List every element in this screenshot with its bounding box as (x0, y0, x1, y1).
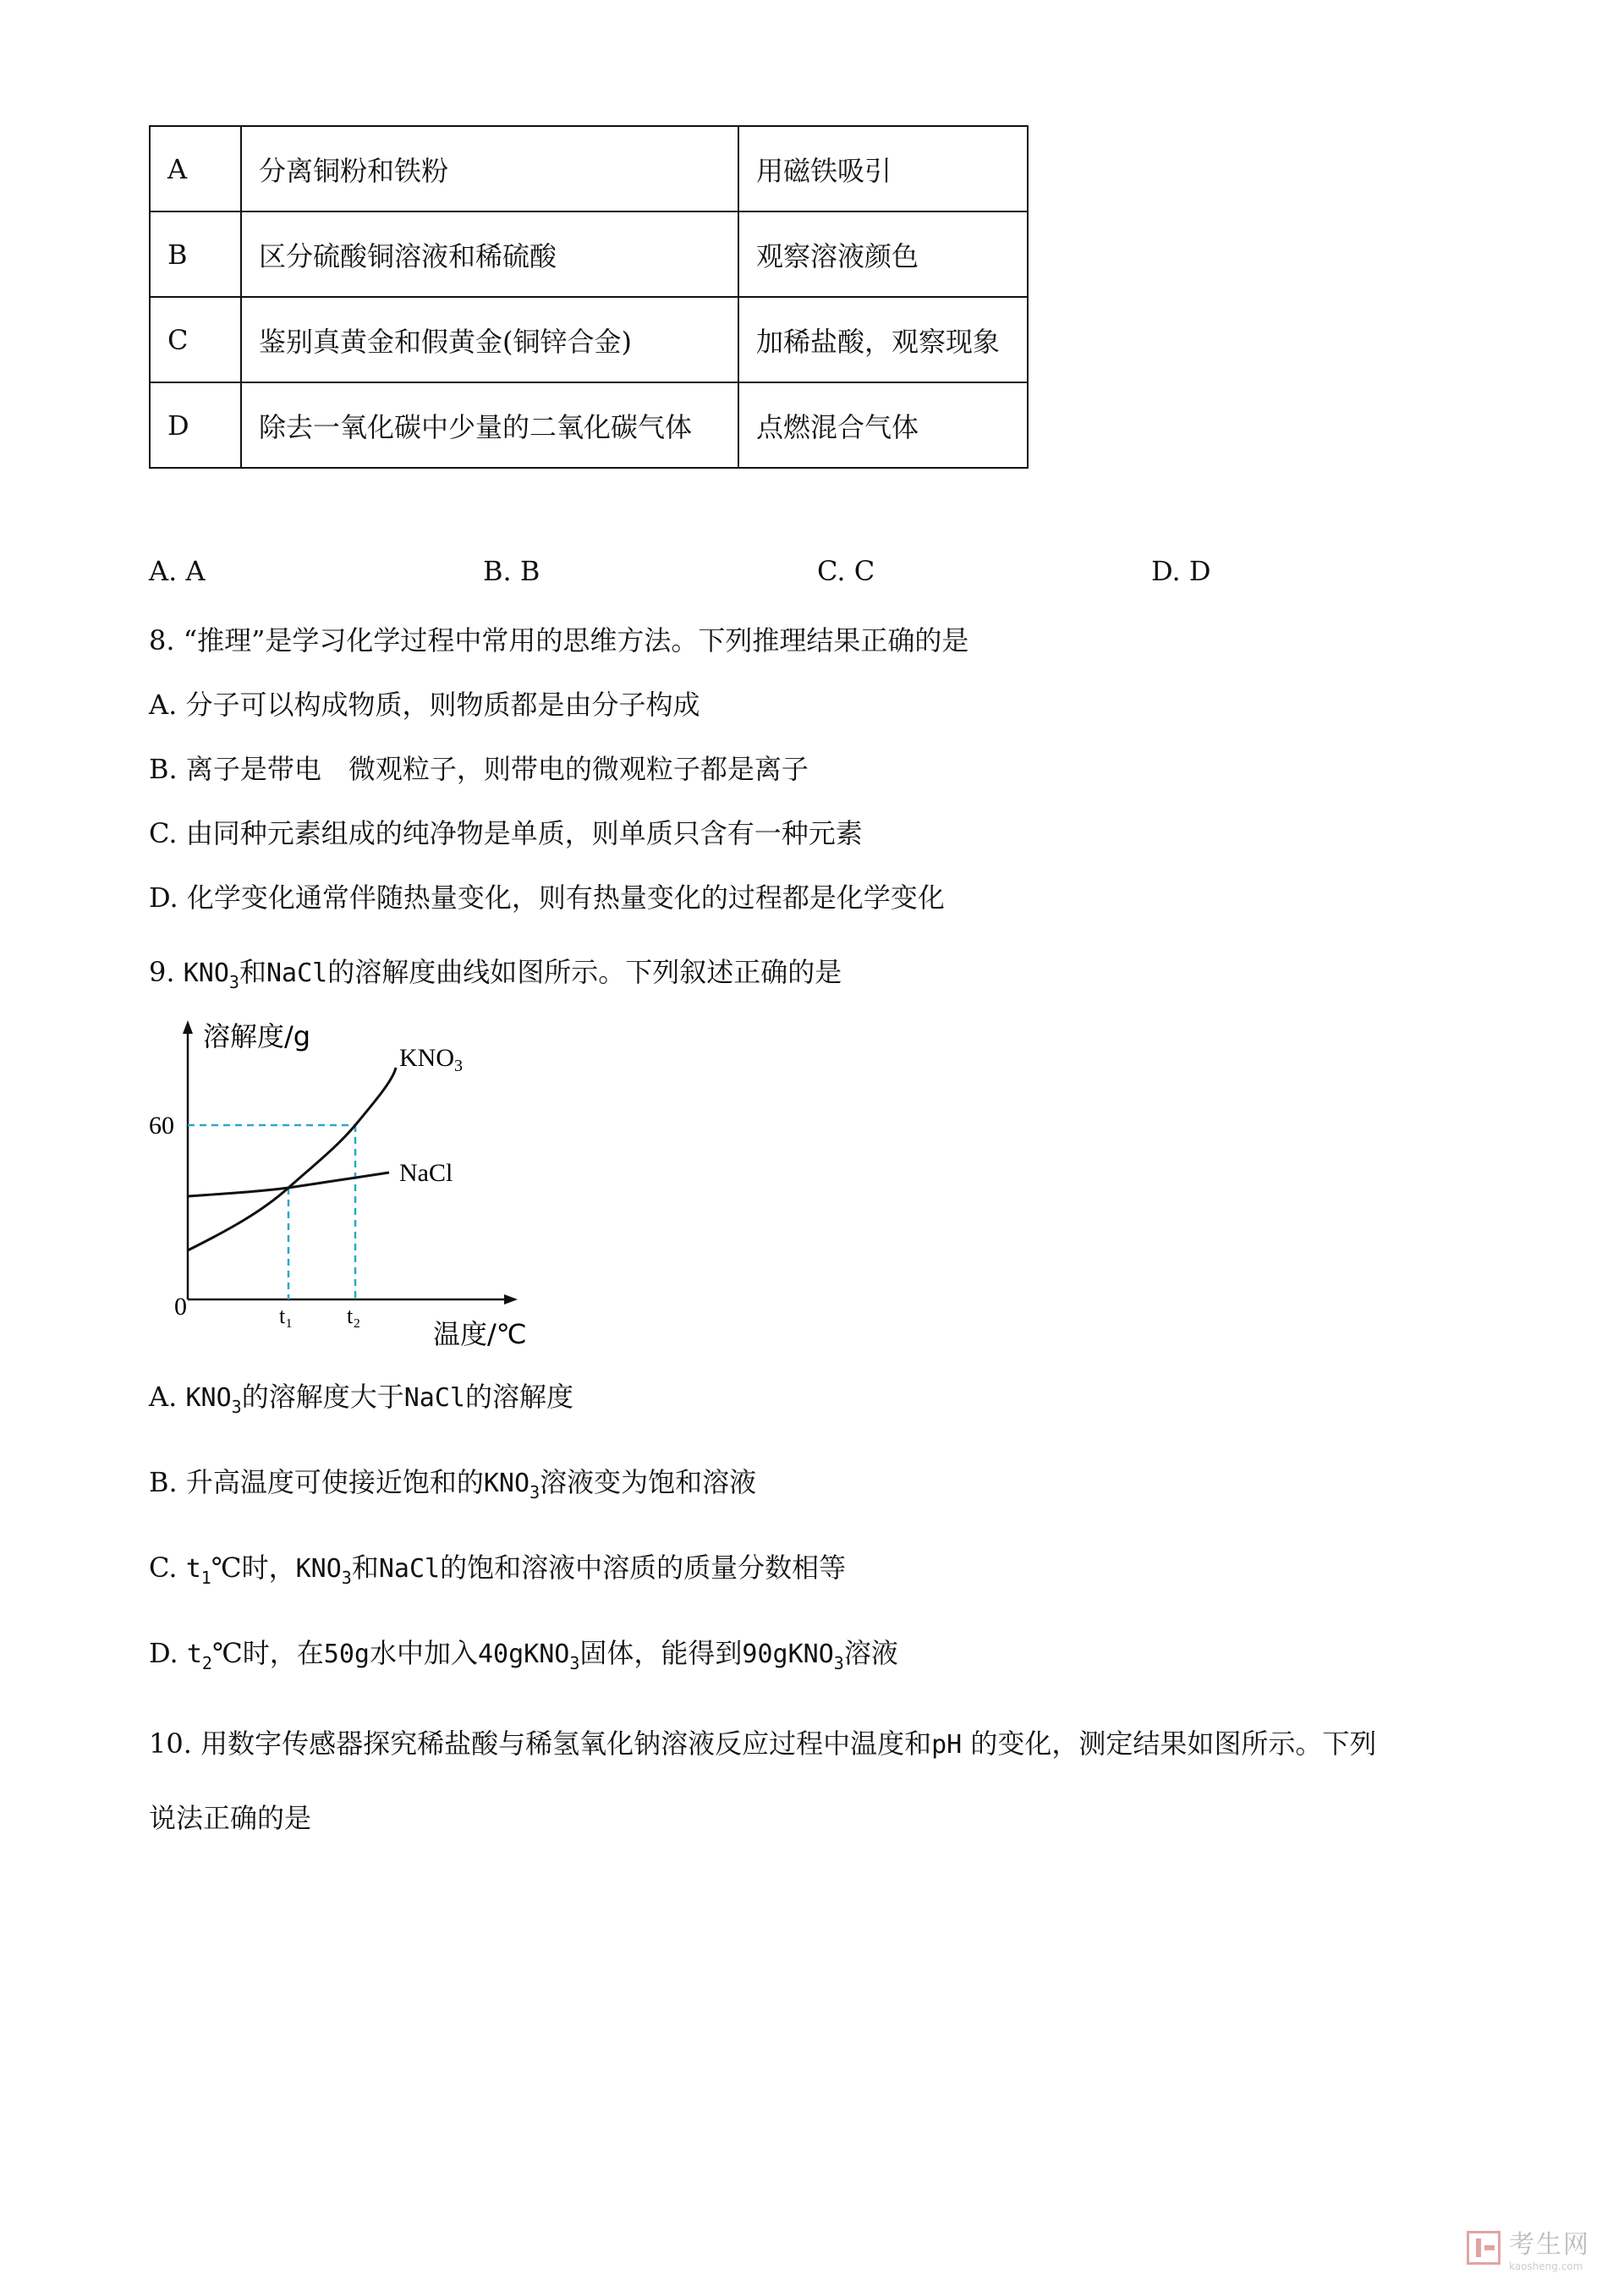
x-axis-label: 温度/℃ (433, 1318, 527, 1350)
formula-nacl: NaCl (403, 1383, 465, 1413)
row-experiment: 除去一氧化碳中少量的二氧化碳气体 (241, 382, 738, 468)
temp-symbol: t (185, 1554, 201, 1584)
option-text: 水中加入 (369, 1637, 478, 1669)
formula-kno3: KNO (183, 958, 229, 988)
kno3-label: $KNO_3$ (399, 1044, 463, 1075)
formula-nacl: NaCl (266, 958, 328, 988)
table-row (150, 126, 1028, 211)
watermark-text: 考生网 (1509, 2230, 1590, 2260)
q7-choice-c[interactable]: C. C (817, 555, 875, 587)
option-label: D. (149, 1637, 178, 1669)
ph-symbol: pH (931, 1730, 963, 1760)
table-row (150, 382, 1028, 468)
nacl-label: NaCl (399, 1159, 453, 1187)
option-text: 和 (351, 1552, 379, 1584)
q10-stem-line1 (149, 1722, 1376, 1761)
watermark-url: kaosheng.com (1509, 2260, 1583, 2272)
option-text: 时， (241, 1552, 296, 1584)
row-method: 观察溶液颜色 (738, 211, 1028, 297)
row-label: C (150, 297, 241, 382)
watermark (1467, 2223, 1590, 2272)
q8-option-b-prefix: B. 离子是带电 (149, 753, 321, 785)
q9-stem (149, 951, 842, 992)
solubility-chart (135, 1012, 558, 1350)
subscript: 3 (569, 1653, 580, 1673)
q8-option-b-suffix: 微观粒子，则带电的微观粒子都是离子 (348, 753, 809, 785)
q9-stem-tail: 的溶解度曲线如图所示。下列叙述正确的是 (327, 956, 842, 988)
formula-kno3: KNO (524, 1640, 570, 1669)
y-axis-label: 溶解度/g (203, 1020, 311, 1052)
row-label: D (150, 382, 241, 468)
mass-value: 90g (742, 1640, 788, 1669)
q7-choice-d[interactable]: D. D (1151, 555, 1211, 587)
table-row (150, 297, 1028, 382)
kaosheng-logo-icon (1467, 2231, 1501, 2265)
subscript: 1 (200, 1568, 211, 1588)
q8-stem: 8. “推理”是学习化学过程中常用的思维方法。下列推理结果正确的是 (149, 624, 969, 656)
subscript: 2 (201, 1653, 212, 1673)
formula-nacl: NaCl (378, 1554, 441, 1584)
subscript: 3 (833, 1653, 844, 1673)
row-experiment: 分离铜粉和铁粉 (241, 126, 738, 211)
option-text: 的溶解度 (464, 1381, 573, 1413)
q10-text: 10. 用数字传感器探究稀盐酸与稀氢氧化钠溶液反应过程中温度和 (149, 1727, 932, 1760)
option-text: 溶液变为饱和溶液 (540, 1466, 757, 1498)
mass-value: 40g (477, 1640, 524, 1669)
q8-option-c[interactable]: C. 由同种元素组成的纯净物是单质，则单质只含有一种元素 (149, 817, 863, 849)
kno3-curve (188, 1068, 396, 1250)
option-text: 溶液 (843, 1637, 898, 1669)
row-method: 加稀盐酸，观察现象 (738, 297, 1028, 382)
q9-option-d[interactable] (149, 1632, 898, 1673)
option-label: C. (149, 1552, 178, 1584)
row-label: B (150, 211, 241, 297)
x-axis-arrow (504, 1294, 518, 1305)
option-text: 的饱和溶液中溶质的质量分数相等 (440, 1552, 847, 1584)
subscript: 3 (231, 1397, 242, 1417)
x-tick-t2: t₂ (347, 1304, 361, 1328)
formula-kno3: KNO (295, 1554, 342, 1584)
formula-kno3: KNO (787, 1640, 834, 1669)
mass-value: 50g (323, 1640, 370, 1669)
q8-option-a[interactable]: A. 分子可以构成物质，则物质都是由分子构成 (149, 689, 700, 721)
option-text: 时，在 (242, 1637, 324, 1669)
row-experiment: 区分硫酸铜溶液和稀硫酸 (241, 211, 738, 297)
q9-number: 9. (149, 956, 175, 988)
origin-label: 0 (174, 1293, 187, 1321)
q7-choice-a[interactable]: A. A (149, 555, 206, 587)
option-label: A. (149, 1381, 178, 1413)
q8-option-d[interactable]: D. 化学变化通常伴随热量变化，则有热量变化的过程都是化学变化 (149, 882, 945, 914)
formula-kno3: KNO (483, 1469, 530, 1498)
degree-unit: ℃ (211, 1552, 242, 1584)
row-method: 点燃混合气体 (738, 382, 1028, 468)
experiment-table (149, 125, 1029, 469)
degree-unit: ℃ (211, 1637, 243, 1669)
q10-text: 的变化，测定结果如图所示。下列 (970, 1727, 1377, 1760)
q8-option-b[interactable] (149, 748, 809, 787)
option-text: B. 升高温度可使接近饱和的 (149, 1466, 484, 1498)
subscript: 3 (529, 1482, 540, 1502)
q9-option-a[interactable] (149, 1376, 573, 1417)
q9-option-b[interactable] (149, 1461, 756, 1502)
subscript: 3 (228, 972, 239, 992)
temp-symbol: t (186, 1640, 202, 1669)
subscript: 3 (341, 1568, 352, 1588)
q10-stem-line2: 说法正确的是 (149, 1802, 312, 1834)
x-tick-t1: t₁ (279, 1304, 294, 1328)
q7-choice-b[interactable]: B. B (483, 555, 540, 587)
option-text: 固体，能得到 (579, 1637, 743, 1669)
formula-kno3: KNO (185, 1383, 232, 1413)
y-axis-arrow (183, 1020, 193, 1034)
q9-option-c[interactable] (149, 1546, 846, 1588)
table-row (150, 211, 1028, 297)
q9-connector: 和 (239, 956, 266, 988)
y-tick-60: 60 (149, 1112, 174, 1140)
row-label: A (150, 126, 241, 211)
row-experiment: 鉴别真黄金和假黄金(铜锌合金) (241, 297, 738, 382)
option-text: 的溶解度大于 (241, 1381, 404, 1413)
row-method: 用磁铁吸引 (738, 126, 1028, 211)
